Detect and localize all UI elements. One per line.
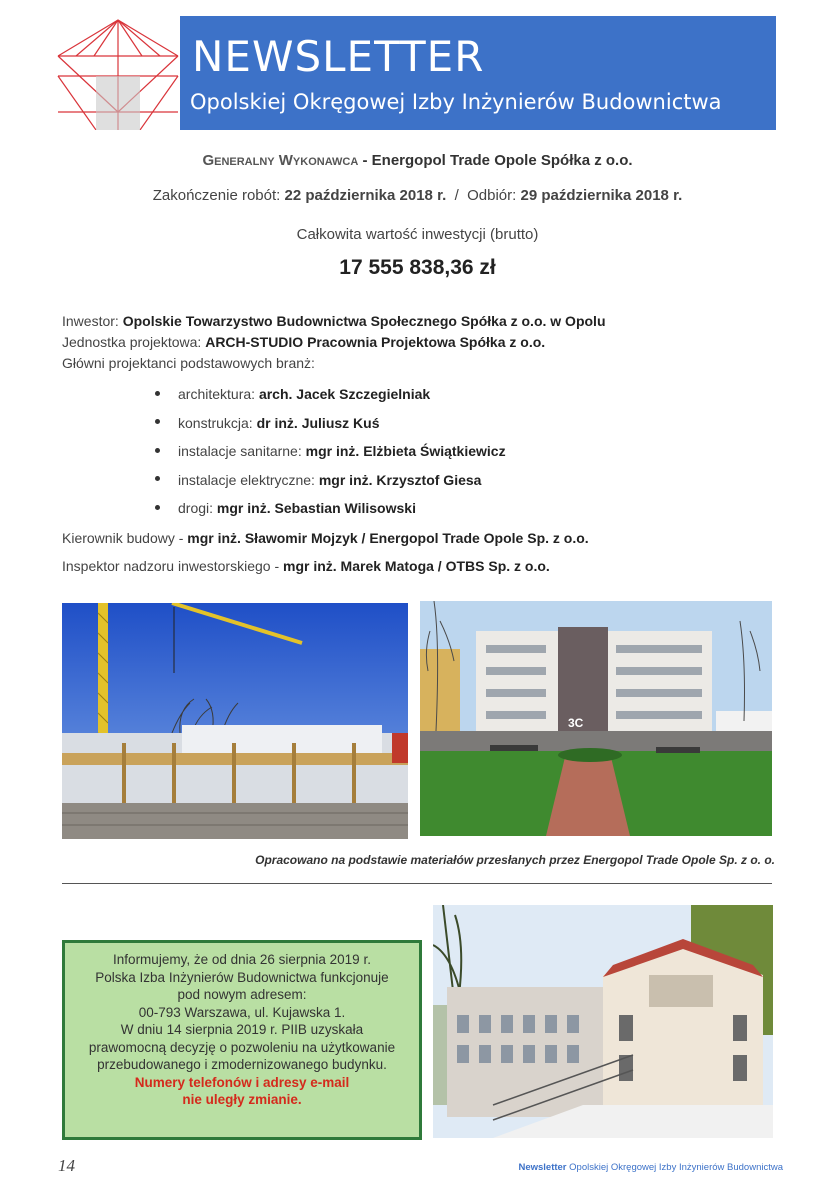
bridge-logo-icon <box>56 16 180 130</box>
branch-value: mgr inż. Elżbieta Świątkiewicz <box>305 443 506 459</box>
page-number: 14 <box>58 1156 75 1175</box>
completion-label: Zakończenie robót: <box>152 187 281 204</box>
finished-building-photo <box>420 601 772 836</box>
branch-label: drogi: <box>178 500 214 516</box>
design-unit-value: ARCH-STUDIO Pracownia Projektowa Spółka z o.o. <box>205 334 546 350</box>
general-contractor <box>60 152 775 169</box>
branches-list <box>155 386 506 529</box>
branch-label: architektura: <box>178 386 256 402</box>
dates-separator: / <box>454 187 459 204</box>
bullet-icon <box>155 476 160 481</box>
newsletter-title: NEWSLETTER <box>192 32 485 81</box>
notice-line: 00-793 Warszawa, ul. Kujawska 1. <box>138 1004 346 1020</box>
design-unit-label: Jednostka projektowa: <box>62 334 202 350</box>
inspector-value: mgr inż. Marek Matoga / OTBS Sp. z o.o. <box>283 558 550 574</box>
notice-line: prawomocną decyzję o pozwoleniu na użytkowanie <box>88 1039 396 1055</box>
branch-value: mgr inż. Sebastian Wilisowski <box>216 500 416 516</box>
notice-highlight: Numery telefonów i adresy e-mail <box>134 1074 350 1090</box>
designers-label: Główni projektanci podstawowych branż: <box>62 355 315 371</box>
list-item <box>155 443 506 472</box>
completion-date: 22 października 2018 r. <box>284 187 447 204</box>
bullet-icon <box>155 391 160 396</box>
footer-org: Opolskiej Okręgowej Izby Inżynierów Budownictwa <box>569 1162 783 1173</box>
site-manager-label: Kierownik budowy - <box>62 530 184 546</box>
building-number: 3C <box>568 716 584 730</box>
contractor-name: Energopol Trade Opole Spółka z o.o. <box>371 152 633 169</box>
construction-site-photo <box>62 603 408 839</box>
inspector-line <box>62 558 550 574</box>
newsletter-subtitle: Opolskiej Okręgowej Izby Inżynierów Budownictwa <box>190 90 722 114</box>
contractor-separator: - <box>358 152 372 169</box>
investor-value: Opolskie Towarzystwo Budownictwa Społecznego Spółka z o.o. w Opolu <box>122 313 606 329</box>
investment-label: Całkowita wartość inwestycji (brutto) <box>296 226 539 243</box>
investment-amount: 17 555 838,36 zł <box>339 256 496 279</box>
branch-value: mgr inż. Krzysztof Giesa <box>318 471 482 488</box>
photo-caption: Opracowano na podstawie materiałów przesłanych przez Energopol Trade Opole Sp. z o. o. <box>255 853 775 867</box>
header-banner <box>180 16 776 130</box>
notice-line: Informujemy, że od dnia 26 sierpnia 2019 r. <box>113 952 371 967</box>
notice-box <box>62 940 422 1140</box>
branch-label: instalacje elektryczne: <box>178 471 315 488</box>
bullet-icon <box>155 505 160 510</box>
project-dates <box>60 187 775 204</box>
investor-line <box>62 313 606 329</box>
bullet-icon <box>155 448 160 453</box>
piib-building-photo <box>433 905 773 1138</box>
contractor-label: Generalny Wykonawca <box>202 152 359 169</box>
notice-line: przebudowanego i zmodernizowanego budynku. <box>97 1057 387 1072</box>
design-unit-line <box>62 334 545 350</box>
notice-line: W dniu 14 sierpnia 2019 r. PIIB uzyskała <box>120 1022 364 1037</box>
list-item <box>155 415 506 444</box>
notice-line: pod nowym adresem: <box>177 987 307 1002</box>
branch-value: arch. Jacek Szczegielniak <box>258 386 431 402</box>
handover-date: 29 października 2018 r. <box>520 187 683 204</box>
handover-label: Odbiór: <box>467 187 517 204</box>
site-manager-value: mgr inż. Sławomir Mojzyk / Energopol Trade Opole Sp. z o.o. <box>187 530 589 546</box>
branch-value: dr inż. Juliusz Kuś <box>256 414 380 431</box>
footer-text <box>518 1162 783 1173</box>
inspector-label: Inspektor nadzoru inwestorskiego - <box>62 558 280 574</box>
notice-line: Polska Izba Inżynierów Budownictwa funkcjonuje <box>95 969 389 985</box>
site-manager-line <box>62 530 589 546</box>
bullet-icon <box>155 419 160 424</box>
branch-label: instalacje sanitarne: <box>178 443 302 459</box>
investor-label: Inwestor: <box>62 313 119 329</box>
newsletter-header <box>56 16 776 130</box>
section-divider <box>62 883 772 884</box>
list-item <box>155 386 506 415</box>
list-item <box>155 472 506 501</box>
list-item <box>155 500 506 529</box>
footer-brand: Newsletter <box>518 1162 567 1173</box>
notice-highlight: nie uległy zmianie. <box>182 1092 302 1107</box>
branch-label: konstrukcja: <box>178 414 253 431</box>
